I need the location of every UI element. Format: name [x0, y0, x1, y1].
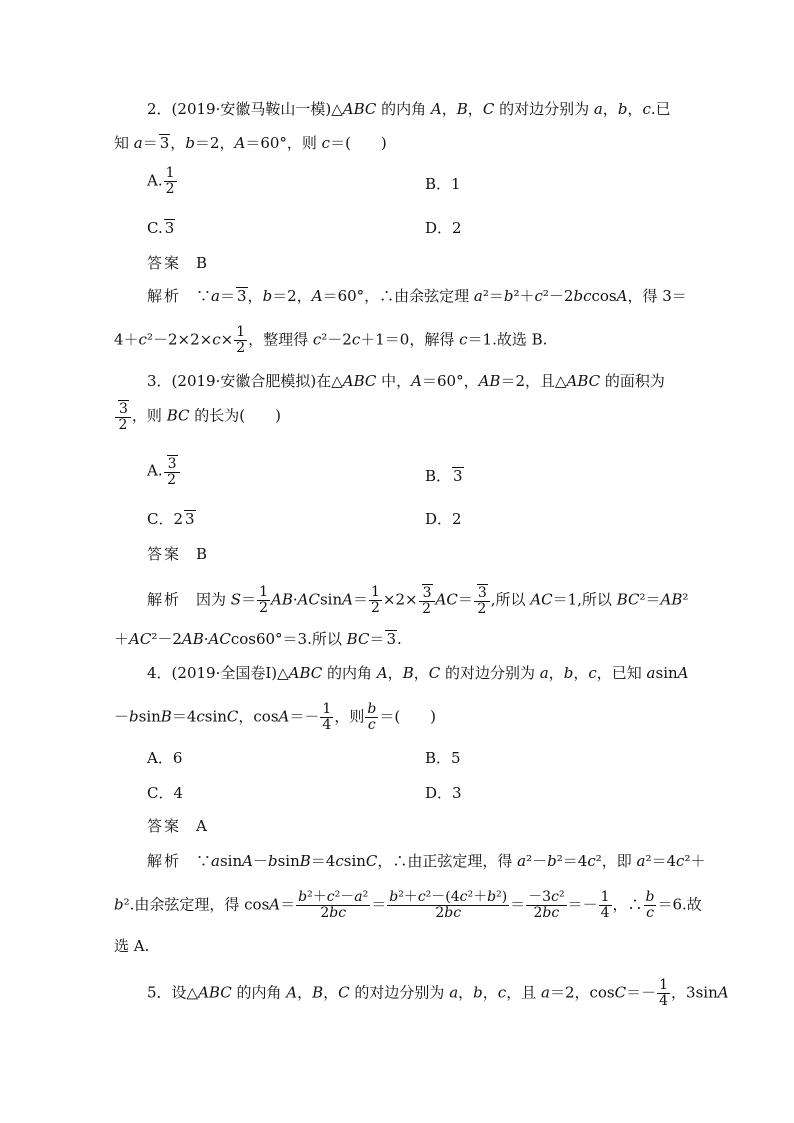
q3-line-2: $\frac{3}{2}$ ，则 BC 的长为( ) — [114, 400, 281, 433]
q2-analysis-line-1: 解析 ∵a＝ 3，b＝2，A＝60°，∴由余弦定理 a²＝b²＋c²－2bccosA，得 3＝ — [147, 287, 687, 305]
q2-answer: 答案 B — [147, 254, 208, 272]
q3-analysis-line-2: ＋AC²－2AB·ACcos60°＝3.所以 BC＝ 3. — [114, 630, 402, 648]
q4-option-b: B．5 — [425, 749, 461, 767]
q2-option-a: A. $\frac{1}{2}$ — [147, 165, 175, 197]
q4-analysis-line-1: 解析 ∵asinA－bsinB＝4csinC，∴由正弦定理，得 a²－b²＝4c²，即 a²＝4c²＋ — [147, 852, 706, 870]
q2-option-b: B．1 — [425, 175, 461, 193]
q4-option-c: C．4 — [147, 784, 184, 802]
q2-line-2: 知 a＝ 3，b＝2，A＝60°，则 c＝( ) — [114, 134, 387, 152]
q3-answer: 答案 B — [147, 545, 208, 563]
q3-option-d: D．2 — [425, 510, 462, 528]
q3-option-b: B． 3 — [425, 467, 463, 485]
q3-analysis-line-1: 解析 因为 S＝ $\frac{1}{2}$ AB·ACsinA＝ $\frac{1}{2}$ ×2× $\frac{3}{2}$ AC＝ $\frac{3}{2}$ ,所以 AC＝1,所以 BC²＝AB² — [147, 584, 689, 617]
q4-option-a: A．6 — [147, 749, 183, 767]
q4-answer: 答案 A — [147, 817, 207, 835]
q4-analysis-line-3: 选 A. — [114, 937, 150, 955]
q4-option-d: D．3 — [425, 784, 462, 802]
q4-analysis-line-2: b².由余弦定理，得 cosA＝ $\frac{\text{b²＋c²－a²}}{2bc}$ ＝ $\frac{\text{b²＋c²－(4c²＋b²)}}{2bc}$ ＝ $\frac{\text{－3c²}}{2bc}$ ＝－ $\frac{1}{4}$ ，∴ $\frac{b}{c}$ ＝6.故 — [114, 889, 702, 921]
q3-line-1: 3．(2019·安徽合肥模拟)在△ABC 中，A＝60°，AB＝2，且△ABC 的面积为 — [147, 372, 665, 390]
q2-line-1: 2．(2019·安徽马鞍山一模)△ABC 的内角 A，B，C 的对边分别为 a，b，c.已 — [147, 100, 671, 118]
q2-analysis-line-2: 4＋c²－2×2×c× $\frac{1}{2}$ ，整理得 c²－2c＋1＝0，解得 c＝1.故选 B. — [114, 324, 548, 356]
q3-option-a: A. $\frac{3}{2}$ — [147, 455, 181, 488]
q5-line-1: 5．设△ABC 的内角 A，B，C 的对边分别为 a，b，c，且 a＝2，cosC＝－ $\frac{1}{4}$ ，3sinA — [147, 977, 729, 1009]
q3-option-c: C．2 3 — [147, 510, 195, 528]
q4-line-1: 4．(2019·全国卷Ⅰ)△ABC 的内角 A，B，C 的对边分别为 a，b，c，已知 asinA — [147, 664, 689, 682]
q2-option-d: D．2 — [425, 219, 462, 237]
q2-option-c: C. 3 — [147, 219, 175, 237]
q4-line-2: －bsinB＝4csinC，cosA＝－ $\frac{1}{4}$ ，则 $\frac{b}{c}$ ＝( ) — [114, 701, 437, 733]
